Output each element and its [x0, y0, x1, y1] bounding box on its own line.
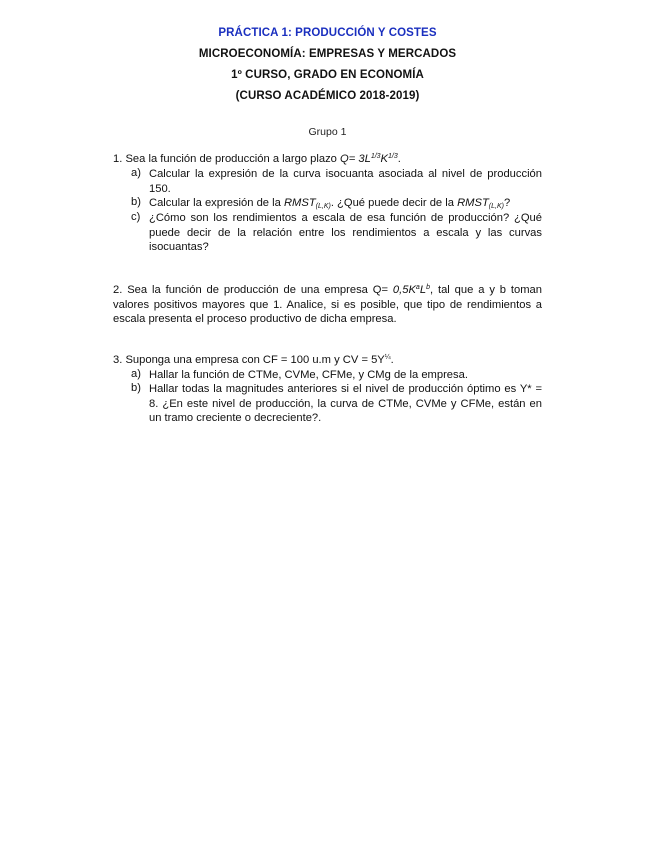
- academic-year: (CURSO ACADÉMICO 2018-2019): [235, 90, 420, 102]
- question-2-text: 2. Sea la función de producción de una empresa $Q= 0,5K^aL^b$, tal que a y b toman valores positivos mayores que 1. Analice, si es posible, que tipo de rendimientos a escala presenta el proceso productivo de dicha empresa.: [113, 284, 542, 326]
- group-label: Grupo 1: [308, 126, 347, 138]
- question-1a-text: Calcular la expresión de la curva isocuanta asociada al nivel de producción 150.: [149, 168, 542, 195]
- question-1a-label: a): [131, 167, 141, 179]
- subject-title: MICROECONOMÍA: EMPRESAS Y MERCADOS: [198, 48, 457, 60]
- question-1b-label: b): [131, 196, 141, 208]
- question-1-intro: 1. Sea la función de producción a largo plazo $Q= 3L^{1/3}K^{1/3}$.: [113, 153, 401, 165]
- question-3a-text: Hallar la función de CTMe, CVMe, CFMe, y CMg de la empresa.: [149, 369, 468, 381]
- question-3b-text: Hallar todas la magnitudes anteriores si el nivel de producción óptimo es Y* = 8. ¿En este nivel de producción, la curva de CTMe, CVMe y CFMe, están en un tramo creciente o decreciente?.: [149, 383, 542, 425]
- question-1b-text: Calcular la expresión de la $RMST_{(L,K)}$. ¿Qué puede decir de la $RMST_{(L,K)}$?: [149, 197, 511, 210]
- question-3-intro: 3. Suponga una empresa con CF = 100 u.m y CV = $5Y^{\frac{1}{4}}$.: [113, 354, 394, 366]
- question-1c-label: c): [131, 211, 141, 223]
- question-1c-text: ¿Cómo son los rendimientos a escala de esa función de producción? ¿Qué puede decir de la relación entre los rendimientos a escala y las curvas isocuantas?: [149, 212, 542, 254]
- question-3a-label: a): [131, 368, 141, 380]
- question-3b-label: b): [131, 382, 141, 394]
- practice-title: PRÁCTICA 1: PRODUCCIÓN Y COSTES: [218, 27, 437, 39]
- course-title: 1º CURSO, GRADO EN ECONOMÍA: [231, 69, 424, 81]
